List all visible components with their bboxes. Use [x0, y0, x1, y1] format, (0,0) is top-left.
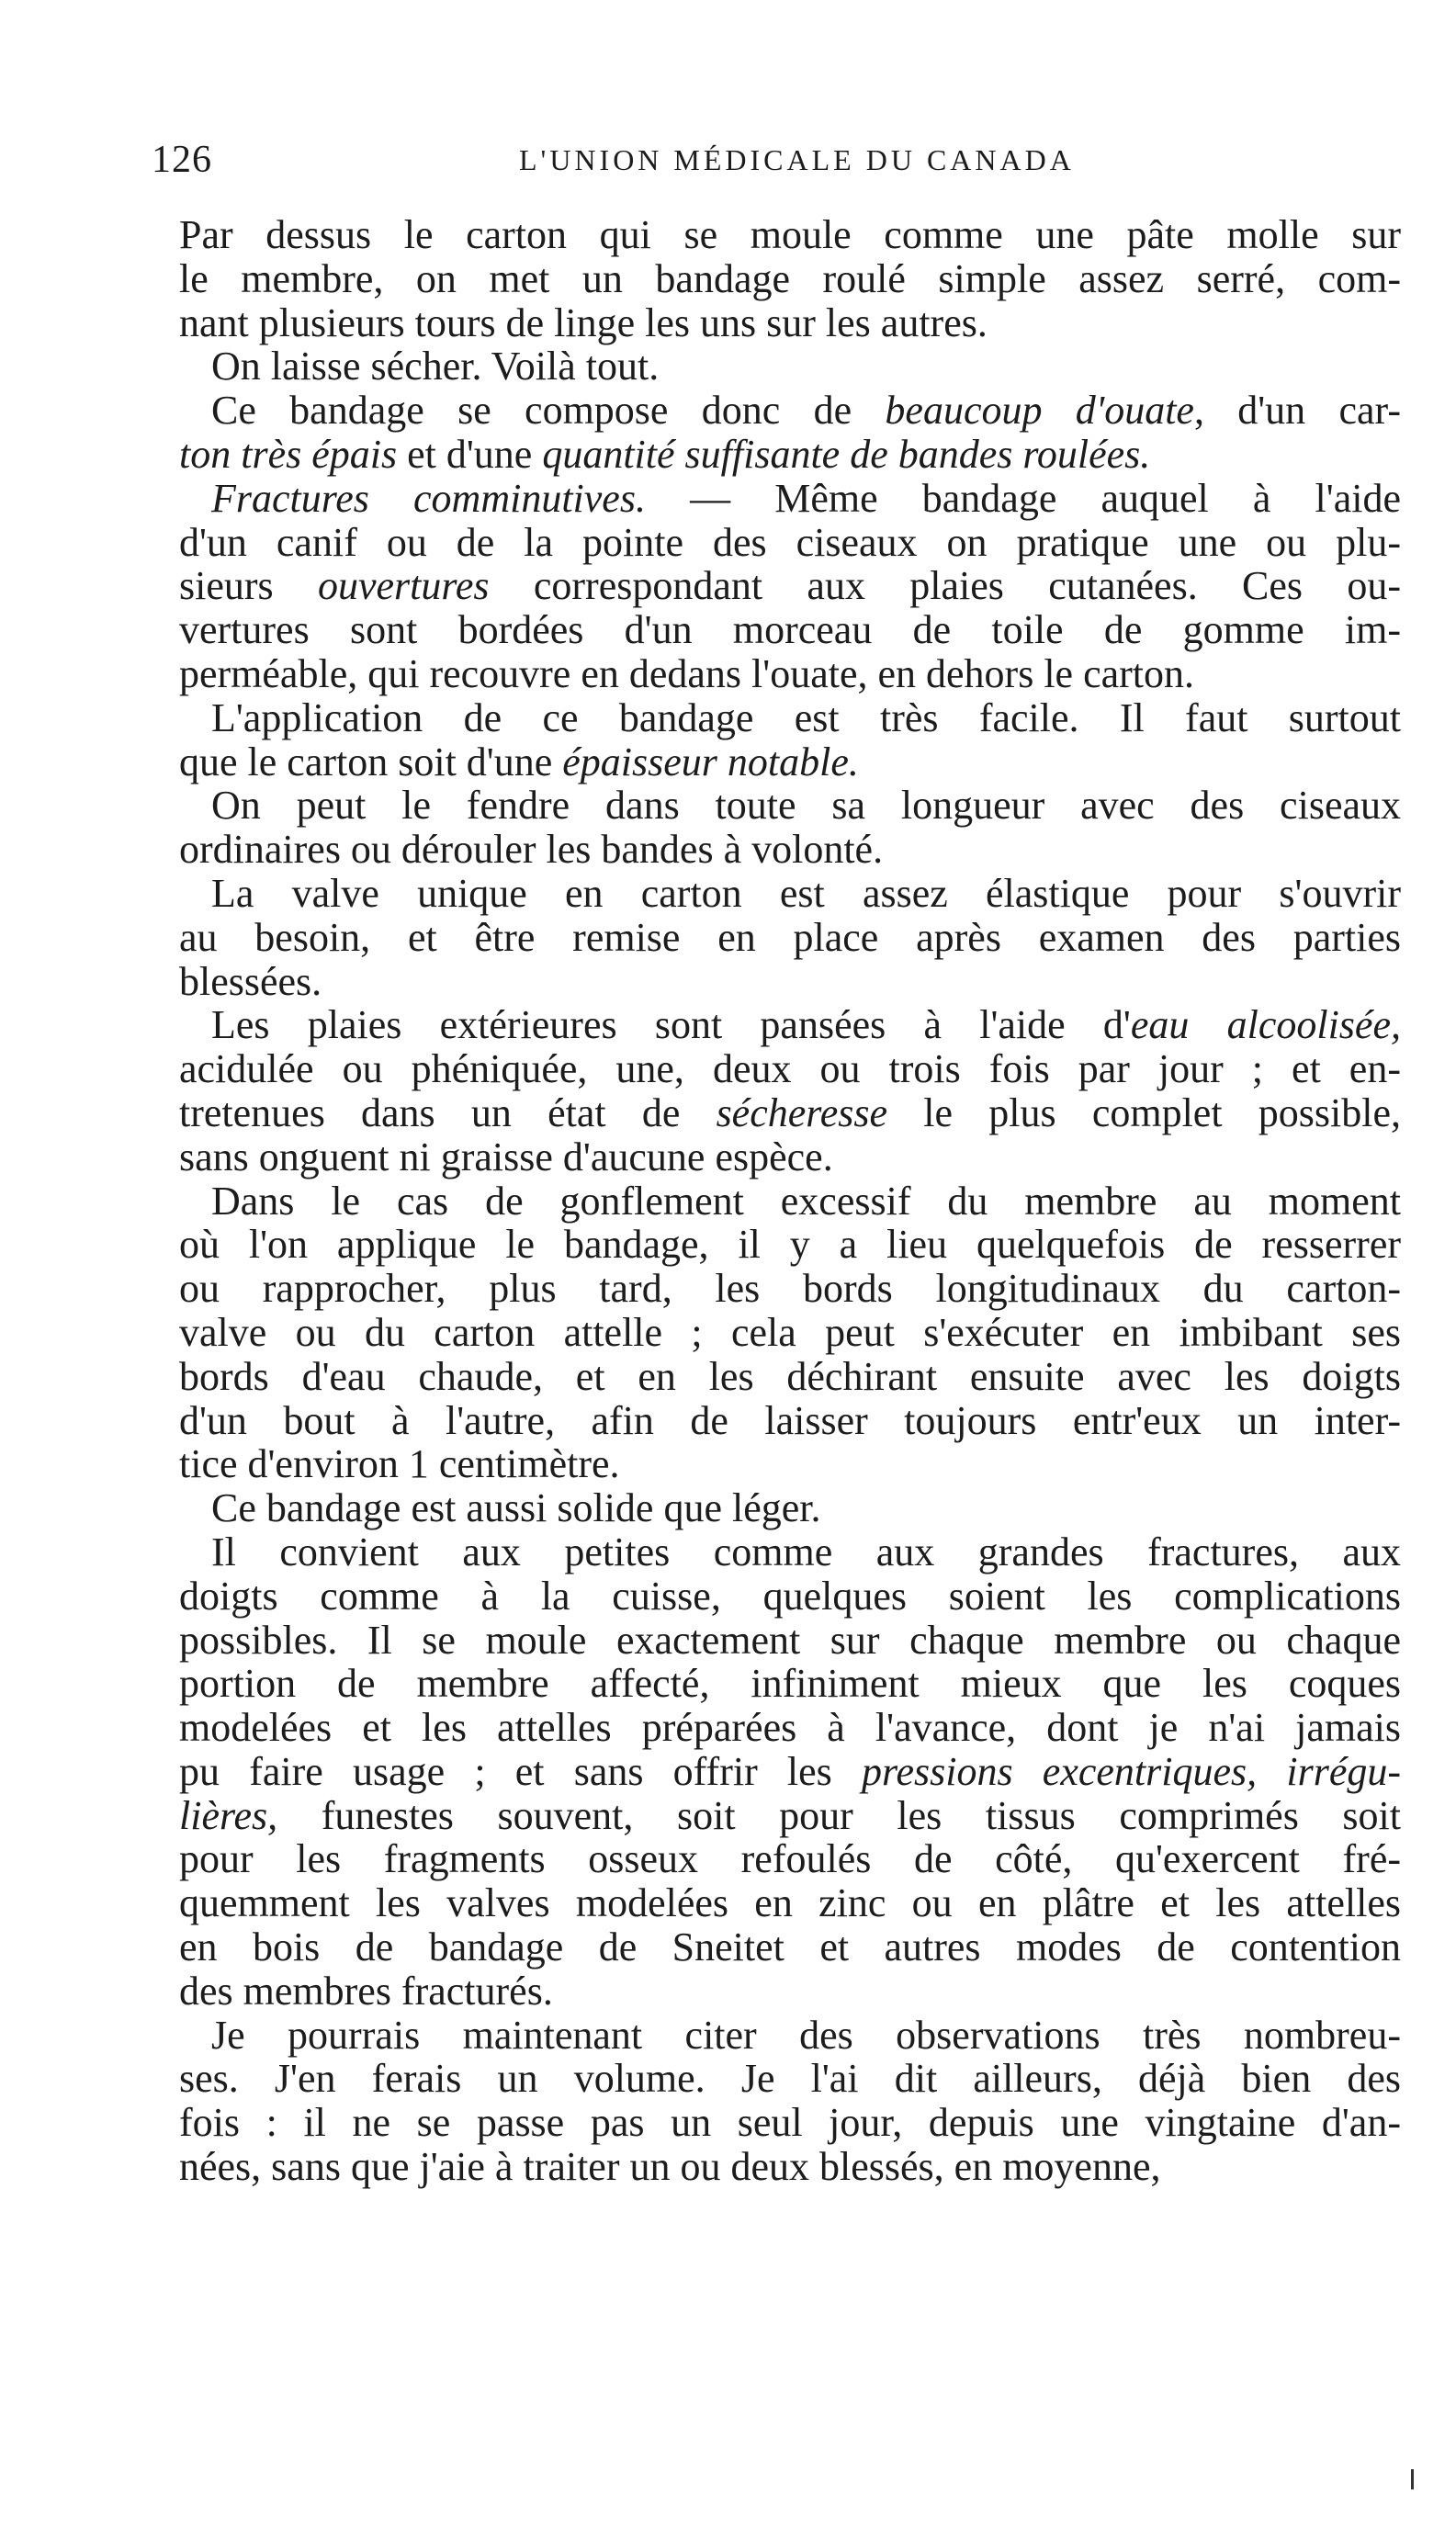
text-line [179, 1442, 1401, 1486]
text-line [179, 2014, 1401, 2058]
text-segment: tretenues dans un état de [179, 1089, 717, 1135]
text-line [179, 1619, 1401, 1663]
text-segment: que le carton soit d'une [179, 739, 563, 784]
text-line [179, 1399, 1401, 1443]
text-segment: ou rapprocher, plus tard, les bords longitudinaux du carton- [179, 1266, 1401, 1312]
text-line [179, 433, 1401, 477]
text-line [179, 344, 1401, 389]
text-line [179, 872, 1401, 916]
italic-text-segment: beaucoup d'ouate [885, 388, 1194, 434]
text-segment: L'application de ce bandage est très facile. Il faut surtout [211, 694, 1401, 740]
text-segment: Par dessus le carton qui se moule comme une pâte molle sur [179, 212, 1401, 257]
text-line [179, 477, 1401, 521]
text-segment: ordinaires ou dérouler les bandes à volonté. [179, 827, 884, 873]
text-segment: ses. J'en ferais un volume. Je l'ai dit ailleurs, déjà bien des [179, 2056, 1401, 2102]
text-segment: On peut le fendre dans toute sa longueur avec des ciseaux [211, 783, 1401, 829]
journal-title: L'UNION MÉDICALE DU CANADA [519, 143, 1075, 176]
text-line [179, 740, 1401, 784]
text-line [179, 2057, 1401, 2101]
text-segment: modelées et les attelles préparées à l'avance, dont je n'ai jamais [179, 1705, 1401, 1751]
text-segment: fois : il ne se passe pas un seul jour, depuis une vingtaine d'an- [179, 2100, 1401, 2146]
text-segment: perméable, qui recouvre en dedans l'ouate, en dehors le carton. [179, 650, 1195, 696]
text-line [179, 784, 1401, 828]
text-segment: possibles. Il se moule exactement sur chaque membre ou chaque [179, 1617, 1401, 1663]
text-line [179, 1047, 1401, 1091]
text-segment: et d'une [397, 431, 543, 477]
text-segment: correspondant aux plaies cutanées. Ces ou- [489, 563, 1401, 609]
text-segment: pu faire usage ; et sans offrir les [179, 1748, 862, 1794]
text-segment: blessées. [179, 958, 322, 1004]
page-number: 126 [152, 139, 212, 181]
text-line [179, 1881, 1401, 1925]
text-line [179, 1091, 1401, 1135]
text-line [179, 1003, 1401, 1047]
text-line [179, 696, 1401, 740]
text-segment: où l'on applique le bandage, il y a lieu quelquefois de resserrer [179, 1222, 1401, 1268]
text-line [179, 1925, 1401, 1969]
text-line [179, 389, 1401, 433]
text-segment: en bois de bandage de Sneitet et autres modes de contention [179, 1924, 1401, 1970]
margin-mark [1411, 2469, 1414, 2489]
text-line [179, 1837, 1401, 1881]
text-line [179, 521, 1401, 565]
italic-text-segment: Fractures comminutives. [211, 475, 646, 521]
text-segment: sieurs [179, 563, 318, 609]
text-line [179, 1135, 1401, 1179]
text-segment: Il convient aux petites comme aux grandes fractures, aux [211, 1529, 1401, 1574]
text-segment: , d'un car- [1193, 388, 1401, 434]
text-segment: Ce bandage se compose donc de [211, 388, 886, 434]
italic-text-segment: pressions excentriques, irrégu- [862, 1748, 1401, 1794]
text-segment: d'un bout à l'autre, afin de laisser toujours entr'eux un inter- [179, 1397, 1401, 1443]
text-segment: des membres fracturés. [179, 1968, 553, 2014]
italic-text-segment: ton très épais [179, 431, 398, 477]
text-line [179, 2101, 1401, 2145]
text-segment: On laisse sécher. Voilà tout. [211, 344, 660, 389]
text-segment: valve ou du carton attelle ; cela peut s'exécuter en imbibant ses [179, 1309, 1401, 1355]
italic-text-segment: lières, [179, 1792, 278, 1838]
text-segment: — Même bandage auquel à l'aide [645, 475, 1401, 521]
running-head [152, 138, 1392, 193]
article-text [179, 213, 1401, 2189]
text-segment: Je pourrais maintenant citer des observations très nombreu- [211, 2012, 1401, 2058]
text-line [179, 1486, 1401, 1530]
text-line [179, 1750, 1401, 1794]
text-segment: doigts comme à la cuisse, quelques soient les complications [179, 1573, 1401, 1619]
text-line [179, 828, 1401, 872]
text-segment: La valve unique en carton est assez élastique pour s'ouvrir [211, 870, 1401, 916]
text-line [179, 213, 1401, 257]
text-segment: nées, sans que j'aie à traiter un ou deux blessés, en moyenne, [179, 2144, 1161, 2190]
text-line [179, 1969, 1401, 2014]
text-segment: vertures sont bordées d'un morceau de toile de gomme im- [179, 607, 1401, 653]
text-segment: acidulée ou phéniquée, une, deux ou trois fois par jour ; et en- [179, 1046, 1401, 1092]
text-line [179, 2145, 1401, 2189]
italic-text-segment: quantité suffisante de bandes roulées. [542, 431, 1151, 477]
text-segment: bords d'eau chaude, et en les déchirant ensuite avec les doigts [179, 1353, 1401, 1399]
text-line [179, 652, 1401, 696]
italic-text-segment: sécheresse [716, 1089, 888, 1135]
text-segment: au besoin, et être remise en place après examen des parties [179, 914, 1401, 960]
text-line [179, 1355, 1401, 1399]
text-line [179, 301, 1401, 345]
italic-text-segment: eau alcoolisée, [1130, 1002, 1401, 1048]
text-line [179, 257, 1401, 301]
text-line [179, 1794, 1401, 1838]
text-line [179, 1223, 1401, 1267]
text-segment: pour les fragments osseux refoulés de côté, qu'exercent fré- [179, 1836, 1401, 1882]
text-segment: funestes souvent, soit pour les tissus comprimés soit [277, 1792, 1401, 1838]
italic-text-segment: épaisseur notable. [562, 739, 859, 784]
text-segment: Les plaies extérieures sont pansées à l'aide d' [211, 1002, 1131, 1048]
text-segment: le plus complet possible, [887, 1089, 1401, 1135]
text-segment: tice d'environ 1 centimètre. [179, 1441, 620, 1487]
text-line [179, 608, 1401, 652]
text-line [179, 1662, 1401, 1706]
text-line [179, 1530, 1401, 1574]
text-line [179, 1574, 1401, 1619]
text-segment: sans onguent ni graisse d'aucune espèce. [179, 1134, 833, 1179]
text-segment: Ce bandage est aussi solide que léger. [211, 1485, 821, 1531]
text-line [179, 1267, 1401, 1311]
text-line [179, 564, 1401, 608]
text-segment: portion de membre affecté, infiniment mieux que les coques [179, 1661, 1401, 1707]
italic-text-segment: ouvertures [317, 563, 490, 609]
text-line [179, 1311, 1401, 1355]
text-line [179, 916, 1401, 960]
text-line [179, 1179, 1401, 1224]
text-line [179, 1706, 1401, 1750]
text-segment: le membre, on met un bandage roulé simple assez serré, com- [179, 255, 1401, 301]
text-line [179, 960, 1401, 1004]
text-segment: d'un canif ou de la pointe des ciseaux on pratique une ou plu- [179, 519, 1401, 565]
text-segment: nant plusieurs tours de linge les uns sur les autres. [179, 299, 988, 345]
text-segment: Dans le cas de gonflement excessif du membre au moment [211, 1178, 1401, 1224]
text-segment: quemment les valves modelées en zinc ou en plâtre et les attelles [179, 1880, 1401, 1926]
